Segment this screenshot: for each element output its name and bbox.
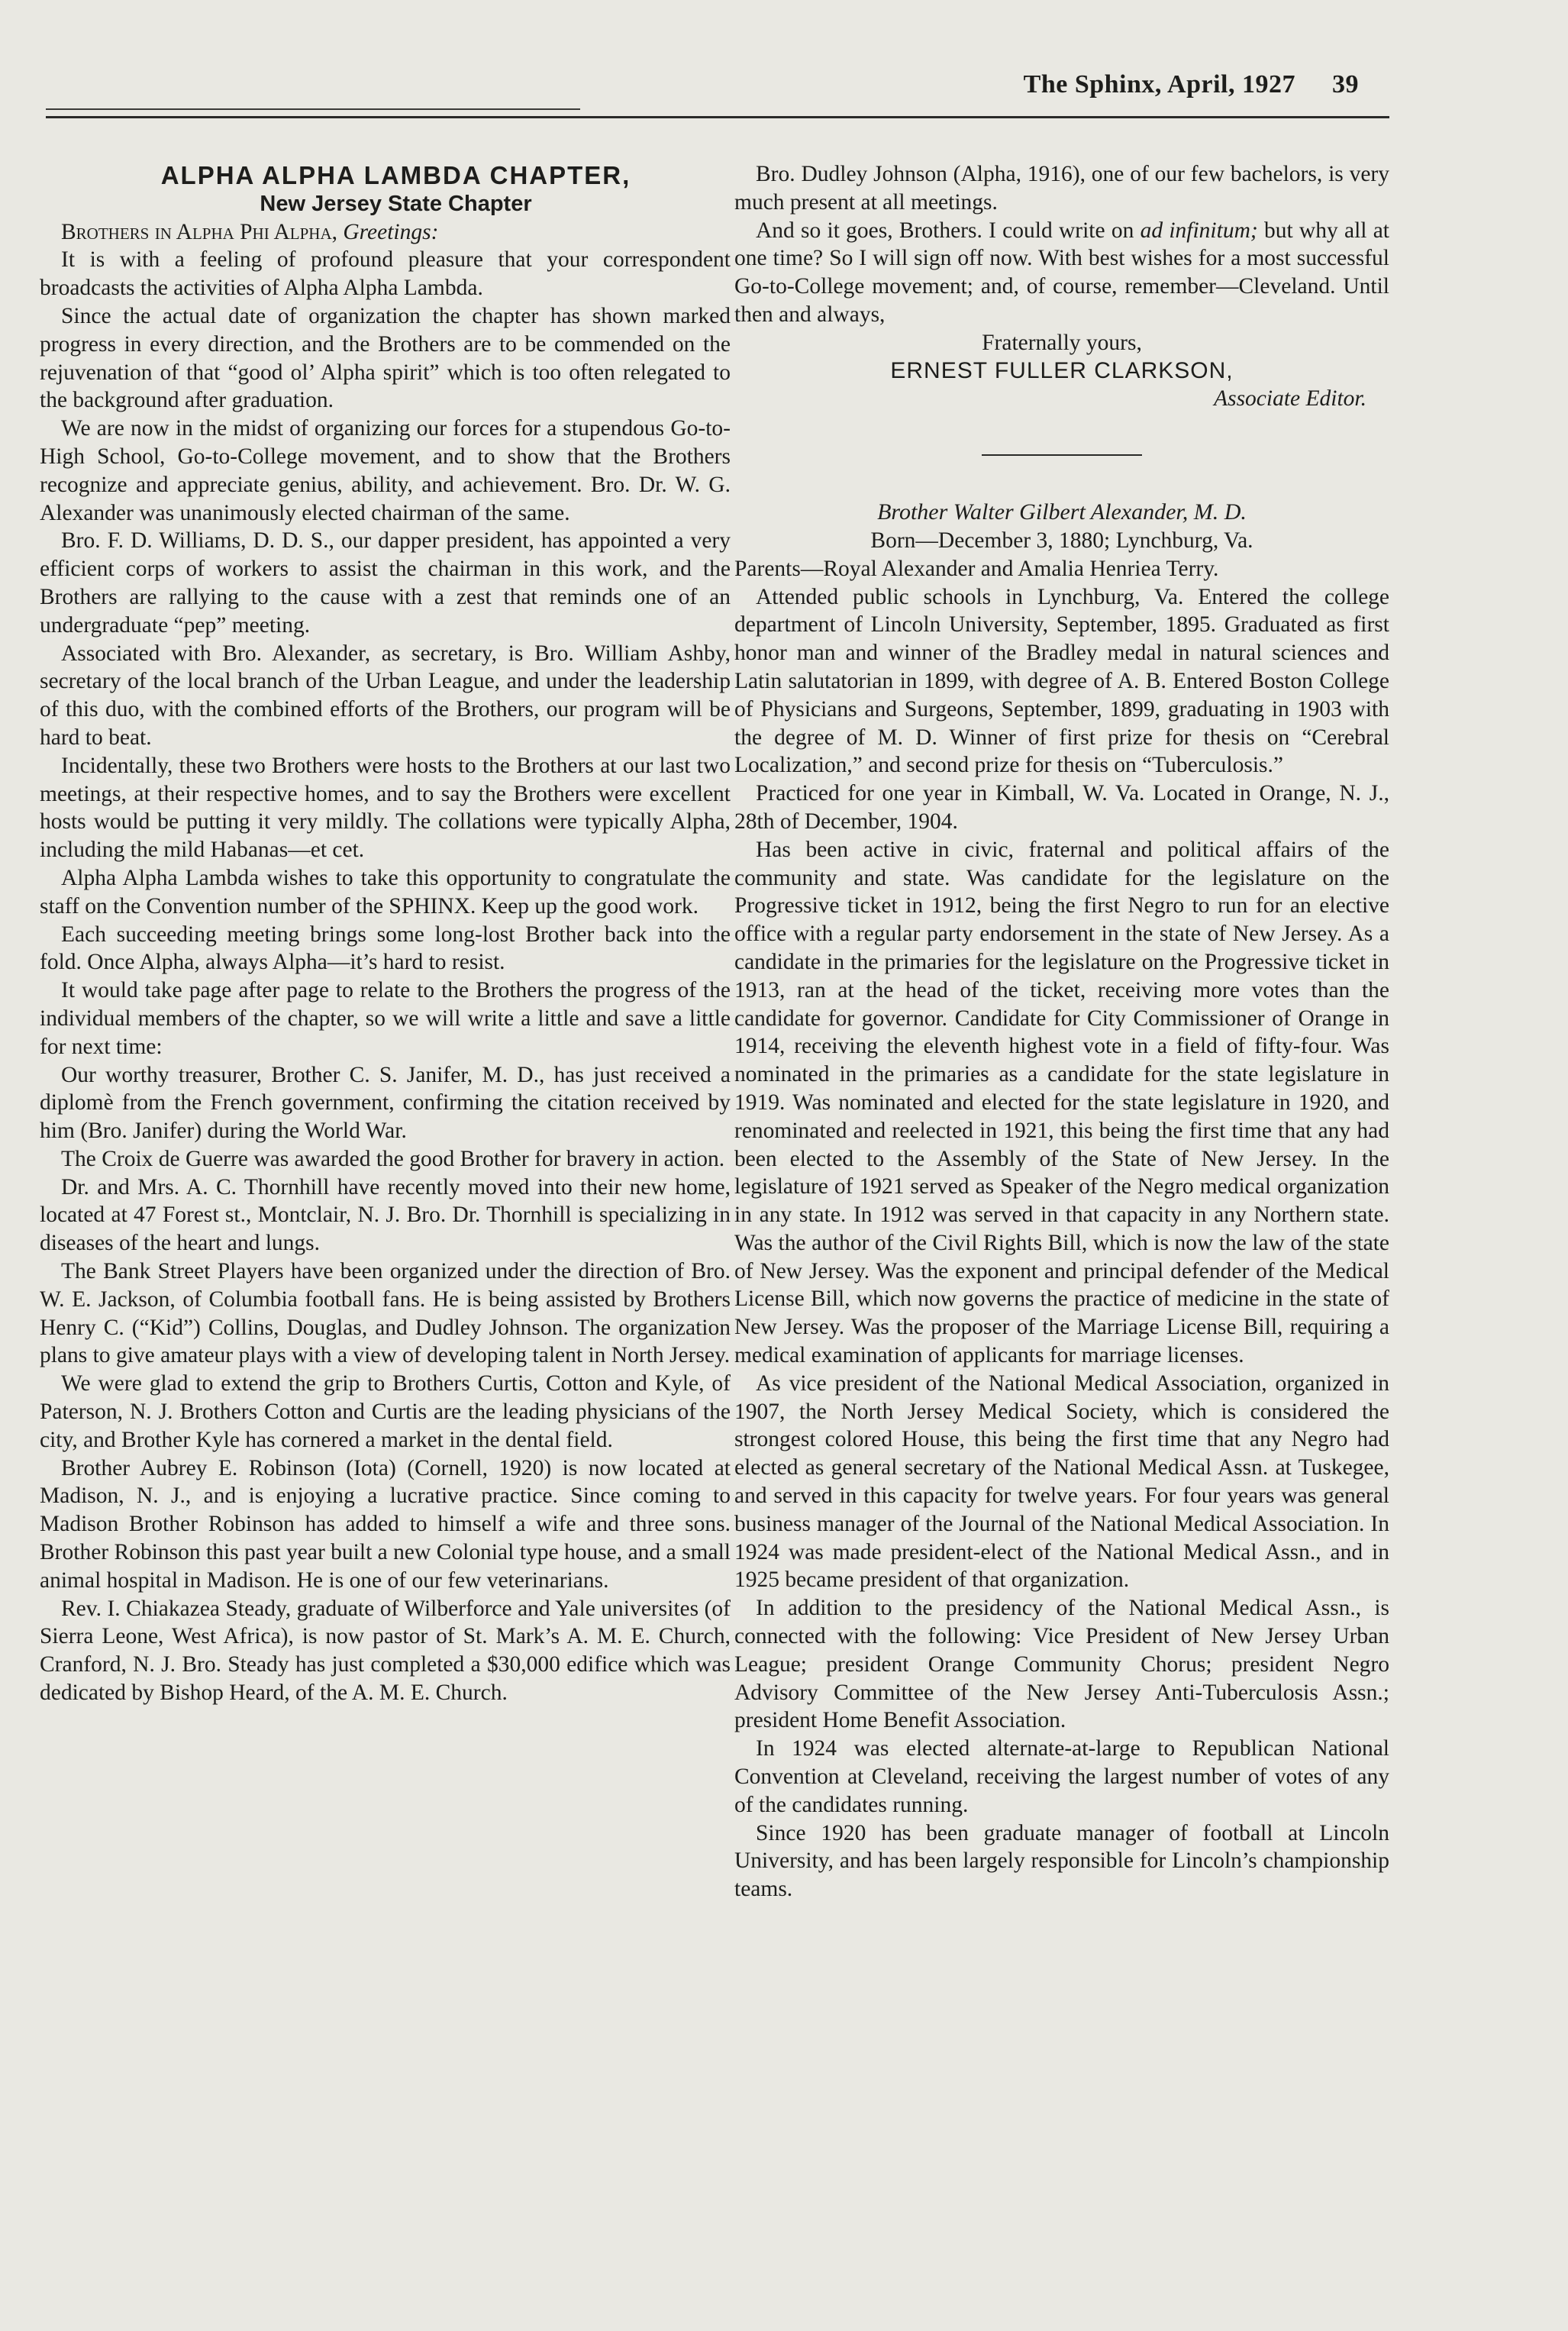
paragraph: It is with a feeling of profound pleasure that your correspondent broadcasts the activities of Alpha Alpha Lambda. xyxy=(40,247,731,301)
paragraph: Bro. F. D. Williams, D. D. S., our dapper president, has appointed a very efficient corps of workers to assist the chairman in this work, and the Brothers are rallying to the cause with a zest that reminds one of an undergraduate “pep” meeting. xyxy=(40,528,731,638)
salutation-text: Brothers in Alpha Phi Alpha, xyxy=(61,219,337,244)
salutation xyxy=(40,218,731,247)
header-rule-short xyxy=(46,108,580,110)
paragraph: Rev. I. Chiakazea Steady, graduate of Wilberforce and Yale universites (of Sierra Leone, West Africa), is now pastor of St. Mark’s A. M. E. Church, Cranford, N. J. Bro. Steady has just completed a $30,000 edifice which was dedicated by Bishop Heard, of the A. M. E. Church. xyxy=(40,1596,731,1706)
signature-name: ERNEST FULLER CLARKSON, xyxy=(890,357,1234,383)
paragraph: Each succeeding meeting brings some long-lost Brother back into the fold. Once Alpha, always Alpha—it’s hard to resist. xyxy=(40,922,731,975)
page-number: 39 xyxy=(1332,70,1359,98)
paragraph: The Bank Street Players have been organized under the direction of Bro. W. E. Jackson, of Columbia football fans. He is being assisted by Brothers Henry C. (“Kid”) Collins, Douglas, and Dudley Johnson. The organization plans to give amateur plays with a view of developing talent in North Jersey. xyxy=(40,1259,731,1368)
paragraph: Since the actual date of organization the chapter has shown marked progress in every direction, and the Brothers are to be commended on the rejuvenation of that “good ol’ Alpha spirit” which is too often relegated to the background after graduation. xyxy=(40,303,731,413)
paragraph: We are now in the midst of organizing our forces for a stupendous Go-to-High School, Go-to-College movement, and to show that the Brothers recognize and appreciate genius, ability, and achievement. Bro. Dr. W. G. Alexander was unanimously elected chairman of the same. xyxy=(40,416,731,525)
bio-paragraph: In addition to the presidency of the National Medical Assn., is connected with the following: Vice President of New Jersey Urban League; president Orange Community Chorus; president Negro Advisory Committee of the New Jersey Anti-Tuberculosis Assn.; president Home Benefit Association. xyxy=(734,1596,1389,1733)
bio-paragraph: As vice president of the National Medical Association, organized in 1907, the North Jersey Medical Society, which is considered the strongest colored House, this being the first time that any Negro had elected as general secretary of the National Medical Assn. at Tuskegee, and served in this capacity for twelve years. For four years was general business manager of the Journal of the National Medical Association. In 1924 was made president-elect of the National Medical Assn., and in 1925 became president of that organization. xyxy=(734,1371,1389,1593)
bio-parents: Parents—Royal Alexander and Amalia Henriea Terry. xyxy=(734,556,1219,581)
header-rule xyxy=(46,116,1389,118)
closing-italic: ad infinitum; xyxy=(1140,218,1258,243)
signature-role: Associate Editor. xyxy=(1214,386,1366,412)
bio-paragraph: Since 1920 has been graduate manager of football at Lincoln University, and has been largely responsible for Lincoln’s championship teams. xyxy=(734,1820,1389,1902)
closing-text-a: And so it goes, Brothers. I could write on xyxy=(756,218,1141,243)
closing-paragraph xyxy=(734,217,1389,329)
paragraph: Bro. Dudley Johnson (Alpha, 1916), one of our few bachelors, is very much present at all meetings. xyxy=(734,162,1389,215)
chapter-subtitle: New Jersey State Chapter xyxy=(260,191,532,216)
bio-born: Born—December 3, 1880; Lynchburg, Va. xyxy=(870,528,1253,553)
signature-close: Fraternally yours, xyxy=(982,330,1142,355)
running-head xyxy=(1024,70,1359,99)
paragraph: We were glad to extend the grip to Brothers Curtis, Cotton and Kyle, of Paterson, N. J. Brothers Cotton and Curtis are the leading physicians of the city, and Brother Kyle has cornered a market in the dental field. xyxy=(40,1371,731,1452)
left-column xyxy=(40,162,731,1707)
paragraph: Brother Aubrey E. Robinson (Iota) (Cornell, 1920) is now located at Madison, N. J., and is enjoying a lucrative practice. Since coming to Madison Brother Robinson has added to himself a wife and three sons. Brother Robinson this past year built a new Colonial type house, and a small animal hospital in Madison. He is one of our few veterinarians. xyxy=(40,1455,731,1593)
paragraph: It would take page after page to relate to the Brothers the progress of the individual members of the chapter, so we will write a little and save a little for next time: xyxy=(40,978,731,1059)
paragraph: Dr. and Mrs. A. C. Thornhill have recently moved into their new home, located at 47 Forest st., Montclair, N. J. Bro. Dr. Thornhill is specializing in diseases of the heart and lungs. xyxy=(40,1174,731,1256)
paragraph: Associated with Bro. Alexander, as secretary, is Bro. William Ashby, secretary of the local branch of the Urban League, and under the leadership of this duo, with the combined efforts of the Brothers, our program will be hard to beat. xyxy=(40,641,731,750)
running-title: The Sphinx, April, 1927 xyxy=(1023,70,1295,98)
section-divider xyxy=(982,454,1142,456)
paragraph: Incidentally, these two Brothers were hosts to the Brothers at our last two meetings, at their respective homes, and to say the Brothers were excellent hosts would be putting it very mildly. The collations were typically Alpha, including the mild Habanas—et cet. xyxy=(40,753,731,863)
bio-paragraph: In 1924 was elected alternate-at-large to Republican National Convention at Cleveland, receiving the largest number of votes of any of the candidates running. xyxy=(734,1736,1389,1817)
closing-text-b: but why all at one time? So I will sign off now. With best wishes for a most successful Go-to-College movement; and, of course, remember—Cleveland. Until then and always, xyxy=(734,218,1390,327)
bio-paragraph: Has been active in civic, fraternal and political affairs of the community and state. Was candidate for the legislature on the Progressive ticket in 1912, being the first Negro to run for an elective office with a regular party endorsement in the state of New Jersey. As a candidate in the primaries for the legislature on the Progressive ticket in 1913, ran at the head of the ticket, receiving more votes than the candidate for governor. Candidate for City Commissioner of Orange in 1914, receiving the eleventh highest vote in a field of fifty-four. Was nominated in the primaries as a candidate for the state legislature in 1919. Was nominated and elected for the state legislature in 1920, and renominated and reelected in 1921, this being the first time that any had been elected to the Assembly of the State of New Jersey. In the legislature of 1921 served as Speaker of the Negro medical organization in any state. In 1912 was served in that capacity in any Northern state. Was the author of the Civil Rights Bill, which is now the law of the state of New Jersey. Was the exponent and principal defender of the Medical License Bill, which now governs the practice of medicine in the state of New Jersey. Was the proposer of the Marriage License Bill, requiring a medical examination of applicants for marriage licenses. xyxy=(734,837,1389,1368)
right-column xyxy=(734,160,1389,1903)
paragraph: Our worthy treasurer, Brother C. S. Janifer, M. D., has just received a diplomè from the French government, confirming the citation received by him (Bro. Janifer) during the World War. xyxy=(40,1062,731,1144)
bio-title: Brother Walter Gilbert Alexander, M. D. xyxy=(877,499,1247,525)
chapter-title: ALPHA ALPHA LAMBDA CHAPTER, xyxy=(160,161,631,189)
paragraph: The Croix de Guerre was awarded the good Brother for bravery in action. xyxy=(61,1146,725,1171)
bio-paragraph: Attended public schools in Lynchburg, Va. Entered the college department of Lincoln University, September, 1895. Graduated as first honor man and winner of the Bradley medal in natural sciences and Latin salutatorian in 1899, with degree of A. B. Entered Boston College of Physicians and Surgeons, September, 1899, graduating in 1903 with the degree of M. D. Winner of first prize for thesis on “Cerebral Localization,” and second prize for thesis on “Tuberculosis.” xyxy=(734,584,1389,778)
paragraph: Alpha Alpha Lambda wishes to take this opportunity to congratulate the staff on the Convention number of the SPHINX. Keep up the good work. xyxy=(40,865,731,919)
bio-paragraph: Practiced for one year in Kimball, W. Va. Located in Orange, N. J., 28th of December, 1904. xyxy=(734,781,1389,834)
salutation-greeting: Greetings: xyxy=(343,219,439,244)
